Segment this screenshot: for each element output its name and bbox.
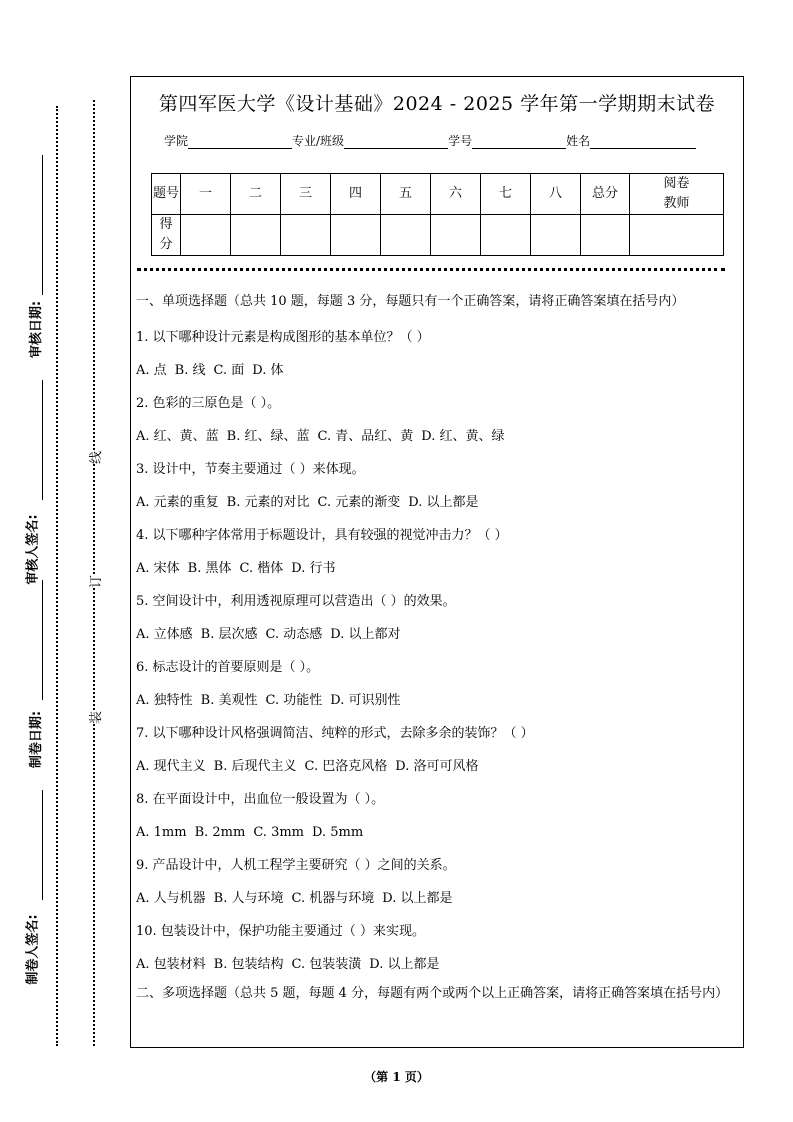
option-choice: D. 以上都是 [369,957,440,972]
student-id-label: 学号 [448,134,473,148]
college-input-line[interactable] [188,136,292,149]
option-choice: D. 以上都是 [382,891,453,906]
score-cell[interactable] [581,215,630,256]
option-choice: C. 动态感 [265,627,323,642]
score-col-total: 总分 [581,174,630,215]
reviewer-sign-line [42,380,43,500]
score-col-4: 四 [331,174,381,215]
option-choice: C. 功能性 [265,693,323,708]
college-label: 学院 [164,134,189,148]
question-options [136,486,741,519]
option-choice: B. 红、绿、蓝 [226,429,310,444]
score-col-5: 五 [381,174,431,215]
question-stem: 3. 设计中，节奏主要通过（ ）来体现。 [136,462,365,477]
option-choice: B. 2mm [194,825,246,840]
header-divider [137,268,725,271]
maker-date-label: 制卷日期: [29,710,45,769]
reviewer-sign-label: 审核人签名: [25,514,41,585]
option-choice: B. 线 [174,363,206,378]
exam-frame [130,76,744,1048]
score-row-label: 得分 [152,215,181,256]
option-choice: C. 巴洛克风格 [304,759,388,774]
score-table-header-row [152,174,724,215]
option-choice: C. 包装装潢 [291,957,362,972]
question-options [136,750,741,783]
option-choice: A. 宋体 [136,561,180,576]
score-table-score-row [152,215,724,256]
option-choice: B. 包装结构 [213,957,284,972]
maker-date-line [42,580,43,700]
question-stem: 8. 在平面设计中，出血位一般设置为（ ）。 [136,792,385,807]
score-col-6: 六 [431,174,481,215]
option-choice: A. 现代主义 [136,759,206,774]
question-options [136,948,741,981]
question-options [136,354,741,387]
option-choice: A. 立体感 [136,627,193,642]
name-input-line[interactable] [590,136,696,149]
question-options [136,684,741,717]
option-choice: D. 行书 [291,561,336,576]
option-choice: A. 红、黄、蓝 [136,429,219,444]
score-cell[interactable] [481,215,531,256]
score-cell[interactable] [281,215,331,256]
question-stem: 10. 包装设计中，保护功能主要通过（ ）来实现。 [136,924,425,939]
option-choice: A. 包装材料 [136,957,206,972]
question-stem: 6. 标志设计的首要原则是（ ）。 [136,660,320,675]
question-stem: 5. 空间设计中，利用透视原理可以营造出（ ）的效果。 [136,594,456,609]
score-cell[interactable] [431,215,481,256]
binding-char-line: 线 [85,451,104,464]
question-options [136,618,741,651]
option-choice: D. 红、黄、绿 [421,429,505,444]
option-choice: D. 洛可可风格 [395,759,479,774]
exam-body [136,291,741,1005]
binding-dotted-line [93,100,95,1046]
option-choice: A. 1mm [136,825,187,840]
score-header-label: 题号 [152,174,181,215]
page-footer: （第 1 页） [364,1070,429,1084]
score-cell[interactable] [331,215,381,256]
name-label: 姓名 [566,134,591,148]
major-class-input-line[interactable] [344,136,448,149]
score-col-reviewer: 阅卷教师 [630,174,724,215]
option-choice: B. 黑体 [187,561,232,576]
score-table [151,173,724,256]
option-choice: B. 美观性 [200,693,258,708]
maker-sign-line [42,790,43,900]
question-stem: 9. 产品设计中，人机工程学主要研究（ ）之间的关系。 [136,858,456,873]
question-stem: 1. 以下哪种设计元素是构成图形的基本单位？（ ） [136,330,430,345]
major-class-label: 专业/班级 [292,134,345,148]
score-col-7: 七 [481,174,531,215]
section1-heading: 一、单项选择题（总共 10 题，每题 3 分，每题只有一个正确答案，请将正确答案填在括号内） [136,294,685,309]
question-options [136,420,741,453]
option-choice: C. 机器与环境 [291,891,375,906]
question-stem: 4. 以下哪种字体常用于标题设计，具有较强的视觉冲击力？（ ） [136,528,508,543]
score-cell[interactable] [181,215,231,256]
question-options [136,552,741,585]
option-choice: A. 点 [136,363,167,378]
score-col-2: 二 [231,174,281,215]
option-choice: D. 可识别性 [330,693,401,708]
option-choice: D. 体 [252,363,284,378]
question-options [136,816,741,849]
student-id-input-line[interactable] [472,136,566,149]
option-choice: A. 元素的重复 [136,495,219,510]
review-date-label: 审核日期: [29,300,45,359]
option-choice: A. 独特性 [136,693,193,708]
option-choice: B. 后现代主义 [213,759,297,774]
score-cell[interactable] [231,215,281,256]
exam-title: 第四军医大学《设计基础》2024 - 2025 学年第一学期期末试卷 [158,93,716,115]
option-choice: C. 青、品红、黄 [317,429,414,444]
section2-heading: 二、多项选择题（总共 5 题，每题 4 分，每题有两个或两个以上正确答案，请将正确答案填在括号内） [136,986,729,1001]
option-choice: C. 面 [213,363,245,378]
info-fields [164,132,696,149]
option-choice: B. 层次感 [200,627,258,642]
maker-sign-label: 制卷人签名: [25,914,41,985]
option-choice: C. 3mm [253,825,305,840]
review-date-line [42,155,43,295]
score-col-1: 一 [181,174,231,215]
option-choice: A. 人与机器 [136,891,206,906]
score-cell[interactable] [630,215,724,256]
binding-char-bind: 装 [85,711,104,724]
question-options [136,882,741,915]
question-stem: 7. 以下哪种设计风格强调简洁、纯粹的形式，去除多余的装饰？（ ） [136,726,534,741]
option-choice: D. 以上都是 [408,495,479,510]
option-choice: B. 人与环境 [213,891,284,906]
score-cell[interactable] [381,215,431,256]
option-choice: D. 5mm [312,825,364,840]
score-cell[interactable] [531,215,581,256]
option-choice: C. 元素的渐变 [317,495,401,510]
margin-dotted-line [56,106,58,1046]
score-col-3: 三 [281,174,331,215]
option-choice: B. 元素的对比 [226,495,310,510]
question-list [136,321,741,981]
binding-char-order: 订 [85,575,104,588]
score-col-8: 八 [531,174,581,215]
option-choice: D. 以上都对 [330,627,401,642]
question-stem: 2. 色彩的三原色是（ ）。 [136,396,281,411]
option-choice: C. 楷体 [239,561,284,576]
